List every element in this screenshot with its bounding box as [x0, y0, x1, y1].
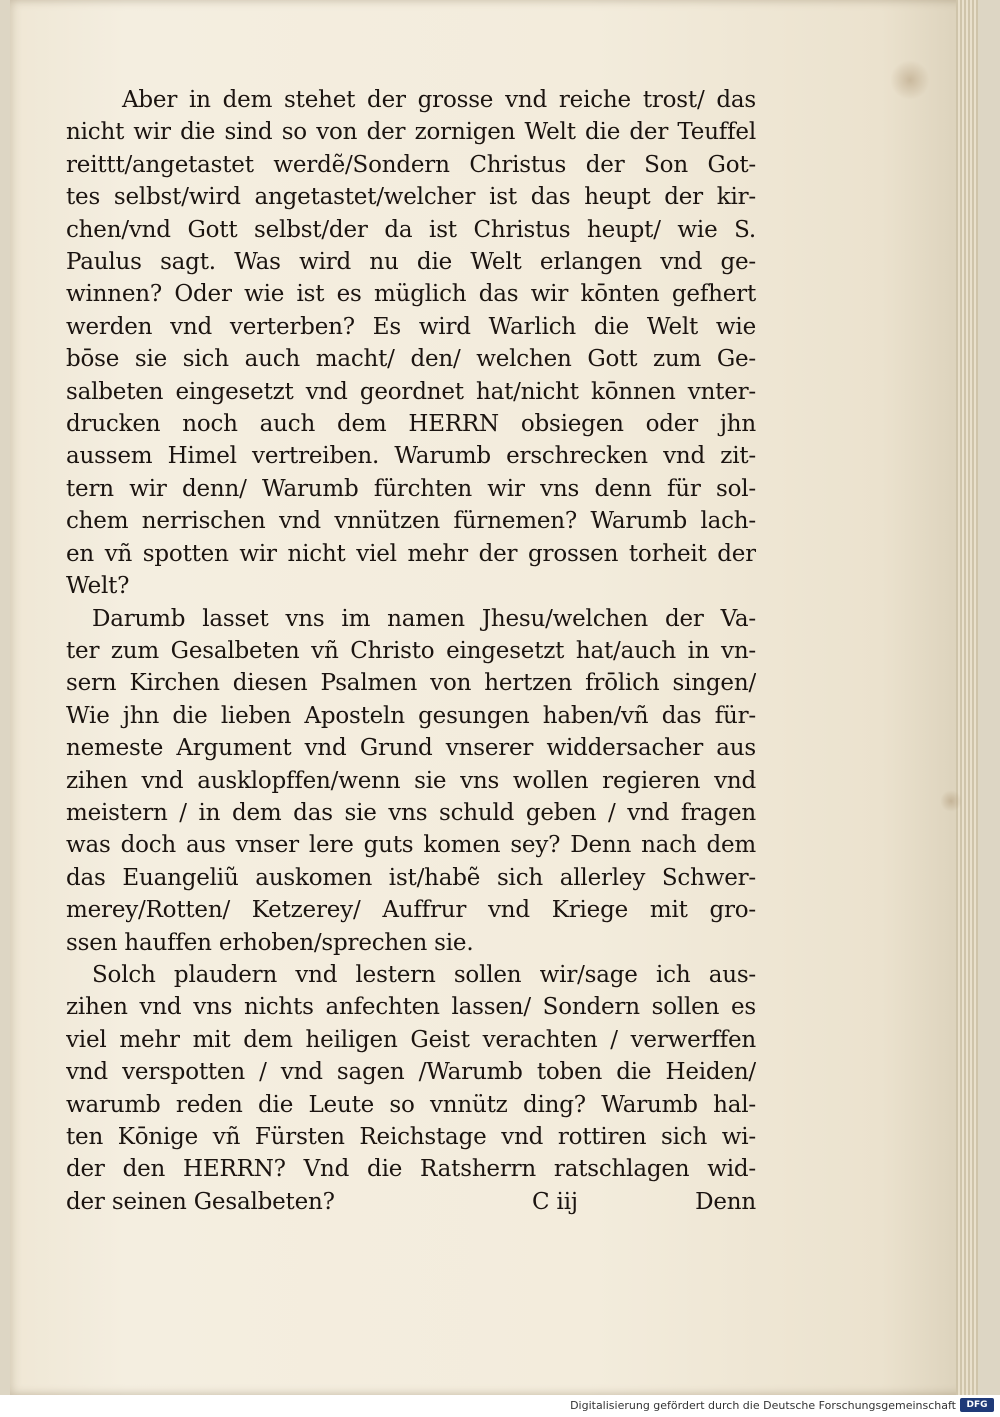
text-line: bōse sie sich auch macht/ den/ welchen Gott zum Ge-: [66, 346, 756, 373]
text-line: meistern / in dem das sie vns schuld geben / vnd fragen: [66, 799, 756, 826]
text-line: chem nerrischen vnd vnnützen fürnemen? Warumb lach-: [66, 508, 756, 535]
text-line: en vñ spotten wir nicht viel mehr der grossen torheit der: [66, 540, 756, 567]
text-line: merey/Rotten/ Ketzerey/ Auffrur vnd Kriege mit gro-: [66, 897, 756, 924]
text-line: ssen hauffen erhoben/sprechen sie.: [66, 929, 474, 956]
text-line: Wie jhn die lieben Aposteln gesungen haben/vñ das für-: [66, 702, 756, 729]
foxing-stain: [890, 60, 930, 100]
text-line: Welt?: [66, 573, 130, 600]
page-text: [66, 84, 756, 1218]
text-line: nemeste Argument vnd Grund vnserer widdersacher aus: [66, 735, 756, 762]
text-line: tes selbst/wird angetastet/welcher ist das heupt der kir-: [66, 184, 756, 211]
text-line: ten Kōnige vñ Fürsten Reichstage vnd rottiren sich wi-: [66, 1124, 756, 1150]
text-line: das Euangeliũ auskomen ist/habẽ sich allerley Schwer-: [66, 864, 756, 891]
text-line: sern Kirchen diesen Psalmen von hertzen frōlich singen/: [66, 670, 756, 697]
text-line: winnen? Oder wie ist es müglich das wir kōnten gefhert: [66, 281, 756, 308]
text-line: Solch plaudern vnd lestern sollen wir/sage ich aus-: [92, 961, 756, 988]
foxing-stain: [940, 790, 962, 812]
text-line: Paulus sagt. Was wird nu die Welt erlangen vnd ge-: [66, 249, 756, 276]
text-line: chen/vnd Gott selbst/der da ist Christus heupt/ wie S.: [66, 216, 756, 243]
text-line: der seinen Gesalbeten?: [66, 1188, 335, 1215]
text-line: tern wir denn/ Warumb fürchten wir vns denn für sol-: [66, 475, 756, 502]
text-line: drucken noch auch dem HERRN obsiegen oder jhn: [66, 411, 756, 438]
digitization-credit: Digitalisierung gefördert durch die Deutsche Forschungsgemeinschaft: [570, 1399, 956, 1412]
signature-mark: C iij: [532, 1188, 578, 1215]
text-line: aussem Himel vertreiben. Warumb erschrecken vnd zit-: [66, 443, 756, 470]
catchword: Denn: [695, 1188, 756, 1215]
page-edge: [956, 0, 978, 1395]
text-line: viel mehr mit dem heiligen Geist verachten / verwerffen: [66, 1026, 756, 1053]
text-line: der den HERRN? Vnd die Ratsherrn ratschlagen wid-: [66, 1156, 756, 1183]
text-line: warumb reden die Leute so vnnütz ding? Warumb hal-: [66, 1091, 756, 1118]
page-foot: [66, 1186, 756, 1218]
text-line: was doch aus vnser lere guts komen sey? Denn nach dem: [66, 832, 756, 859]
text-line: ter zum Gesalbeten vñ Christo eingesetzt hat/auch in vn-: [66, 637, 756, 664]
text-line: reittt/angetastet werdẽ/Sondern Christus der Son Got-: [66, 151, 756, 178]
text-line: Darumb lasset vns im namen Jhesu/welchen der Va-: [92, 605, 756, 632]
text-line: zihen vnd ausklopffen/wenn sie vns wollen regieren vnd: [66, 767, 756, 794]
text-line: nicht wir die sind so von der zornigen Welt die der Teuffel: [66, 119, 756, 146]
text-line: werden vnd verterben? Es wird Warlich die Welt wie: [66, 313, 756, 340]
text-line: Aber in dem stehet der grosse vnd reiche trost/ das: [122, 87, 756, 113]
dfg-logo-icon: DFG: [960, 1398, 994, 1412]
text-line: zihen vnd vns nichts anfechten lassen/ Sondern sollen es: [66, 994, 756, 1021]
text-line: salbeten eingesetzt vnd geordnet hat/nicht kōnnen vnter-: [66, 378, 756, 405]
text-line: vnd verspotten / vnd sagen /Warumb toben die Heiden/: [66, 1059, 756, 1086]
